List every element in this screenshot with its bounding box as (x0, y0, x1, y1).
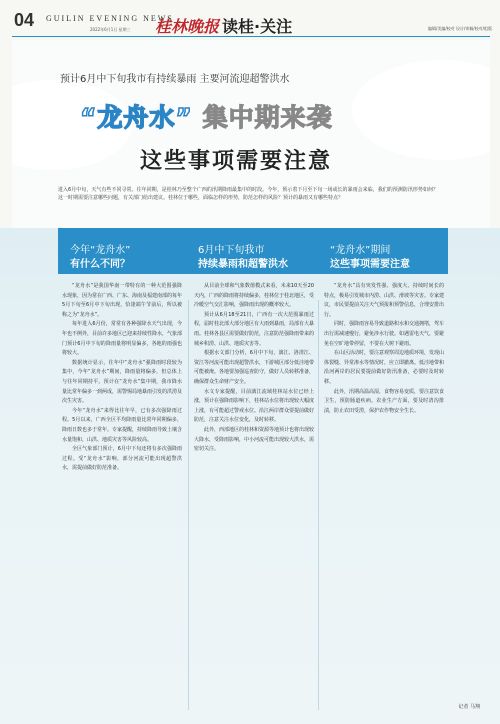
column-1-subtitle: 有什么不同？ (70, 259, 130, 270)
byline: 记者 马翔 (458, 704, 480, 710)
paragraph: 从目前全球和气象数值模式来看，未来10天至20天内，广西的降雨将持续偏多，桂林位于桂北地区，受冷暖空气交汇影响，强降雨出现的概率较大。 (194, 283, 315, 309)
column-header-2 (186, 228, 320, 274)
paragraph: 此外，西部地区的桂林和资源等地预计也将出现较大降水，受降雨影响，中小河流可能出现较大洪水，需密切关注。 (194, 426, 315, 453)
article-column-2 (194, 282, 314, 455)
page-number: 04 (14, 10, 35, 30)
column-header-1 (58, 228, 188, 274)
column-3-title: “龙舟水”期间 (330, 245, 391, 256)
headline (80, 98, 333, 134)
paragraph: 此外，汛期高温高湿，食物容易变质，要注意饮食卫生，预防肠道疾病。农业生产方面，要及时清沟排渍，防止农田受涝，保护农作物安全生长。 (324, 388, 445, 414)
paragraph: 预计从6月18至21日，广西有一次大范围暴雨过程，届时桂北部大部分地区有大雨到暴雨，局部有大暴雨。桂林各县区需要做好防范，注意防范强降雨带来的城乡积涝、山洪、地质灾害等。 (194, 311, 315, 347)
section-label: 读桂·关注 (222, 17, 293, 36)
newspaper-logo: 桂林晚报 (155, 17, 220, 36)
column-divider (188, 300, 189, 710)
subtitle: 预计6月中下旬我市有持续暴雨 主要河流迎超警洪水 (60, 74, 290, 85)
column-divider (318, 300, 319, 710)
paragraph: 数据统计显示，往年中“龙舟水”强降雨时段较为集中，今年“龙舟水”期间，降雨量将偏多，但总体上与往年同期持平。预计在“龙舟水”集中期，我市降水量比常年偏多一到两成，需警惕局地暴雨引发的洪涝及次生灾害。 (62, 359, 183, 405)
paragraph: 每年进入6月份，常常有各种强降水天气出现，今年也不例外，目前许多地区已迎来持续性降水，气象部门预计6月中下旬的降雨量将明显偏多，各地的雨强也将较大。 (62, 321, 183, 357)
paragraph: 今年“龙舟水”来得比往年早，已有多次强降雨过程。5月以来，广西全区平均降雨量比常年同期偏多，降雨日数也多于常年。专家提醒，持续降雨导致土壤含水量饱和，山洪、地质灾害等风险较高。 (62, 407, 183, 443)
article-column-3 (324, 282, 444, 416)
lead-paragraph: 进入6月中旬，天气有些不同寻常。往年同期，是桂林乃至整个广西的汛期降雨最集中的时段。今年，预示着下月至下旬一场或长的暴雨会来临，我们的预测防汛形势如何？这一时期需要注意哪些问题，有关部门给出建议。桂林位于哪些，面临怎样的形势，防范怎样的风险？预计的暴雨又有哪些特点？ (58, 187, 438, 201)
headline-part-a: “龙舟水” (80, 103, 193, 132)
paragraph: 在山区活动时，要注意观察周边地质环境，发现山体裂缝、异常渗水等情况时，应立即撤离。低洼地带和沿河两岸的居民要提前做好防汛准备，必要时及时转移。 (324, 350, 445, 385)
paragraph: 根据水文部门分析，6月中下旬，漓江、洛清江、资江等河流可能出现超警洪水，下游城区部分低洼地带可能被淹。各地要加强巡查防守，做好人员转移准备，确保群众生命财产安全。 (194, 350, 315, 385)
column-1-title: 今年“龙舟水” (70, 245, 131, 256)
article-column-1 (62, 282, 182, 474)
paragraph: 同时，强降雨容易导致道路积水和交通拥堵，驾车出行需减速慢行，避免涉水行驶。如遇雷电天气，要避免在空旷地带停留，不要在大树下避雨。 (324, 321, 445, 347)
page-header (0, 0, 500, 38)
header-rule (12, 36, 490, 37)
cloud-decoration (352, 60, 490, 160)
paragraph: “龙舟水”具有突发性强、强度大、持续时间长的特点，极易引发城市内涝、山洪、滑坡等灾害。专家建议，市民要提前关注天气预报和预警信息，合理安排出行。 (324, 283, 445, 318)
headline-part-b: 集中期来袭 (202, 103, 333, 132)
column-header-3 (318, 228, 448, 274)
column-3-subtitle: 这些事项需要注意 (330, 259, 410, 270)
date-line: 2022年6月1日 星期三 (90, 27, 131, 32)
paragraph: “龙舟水”是我国华南一带特有的一种大范围强降水现象，因为常在广西、广东、海南及福建南部的每年5月下旬至6月中下旬出现，恰逢端午节前后，所以被称之为“龙舟水”。 (62, 283, 183, 318)
headline-secondary: 这些事项需要注意 (140, 149, 333, 174)
column-2-subtitle: 持续暴雨和超警洪水 (198, 259, 288, 270)
paper-name-en: GUILIN EVENING NEWS (46, 14, 174, 23)
paragraph: 全区气象部门预计，6月中下旬还将有多次强降雨过程。受“龙舟水”影响，部分河流可能出现超警洪水，需提前做好防范准备。 (62, 446, 182, 472)
column-2-title: 6月中下旬我市 (198, 245, 265, 256)
paragraph: 水文专家提醒，目前漓江流域桂林站水位已经上涨，预计在强降雨影响下，桂林站水位将出现较大幅度上涨，有可能超过警戒水位。沿江两岸群众要提前做好防范，注意关注水位变化，及时转移。 (194, 388, 315, 424)
editor-line: 编辑/美编/校对 设计/审稿/校对/组版 (427, 26, 492, 31)
